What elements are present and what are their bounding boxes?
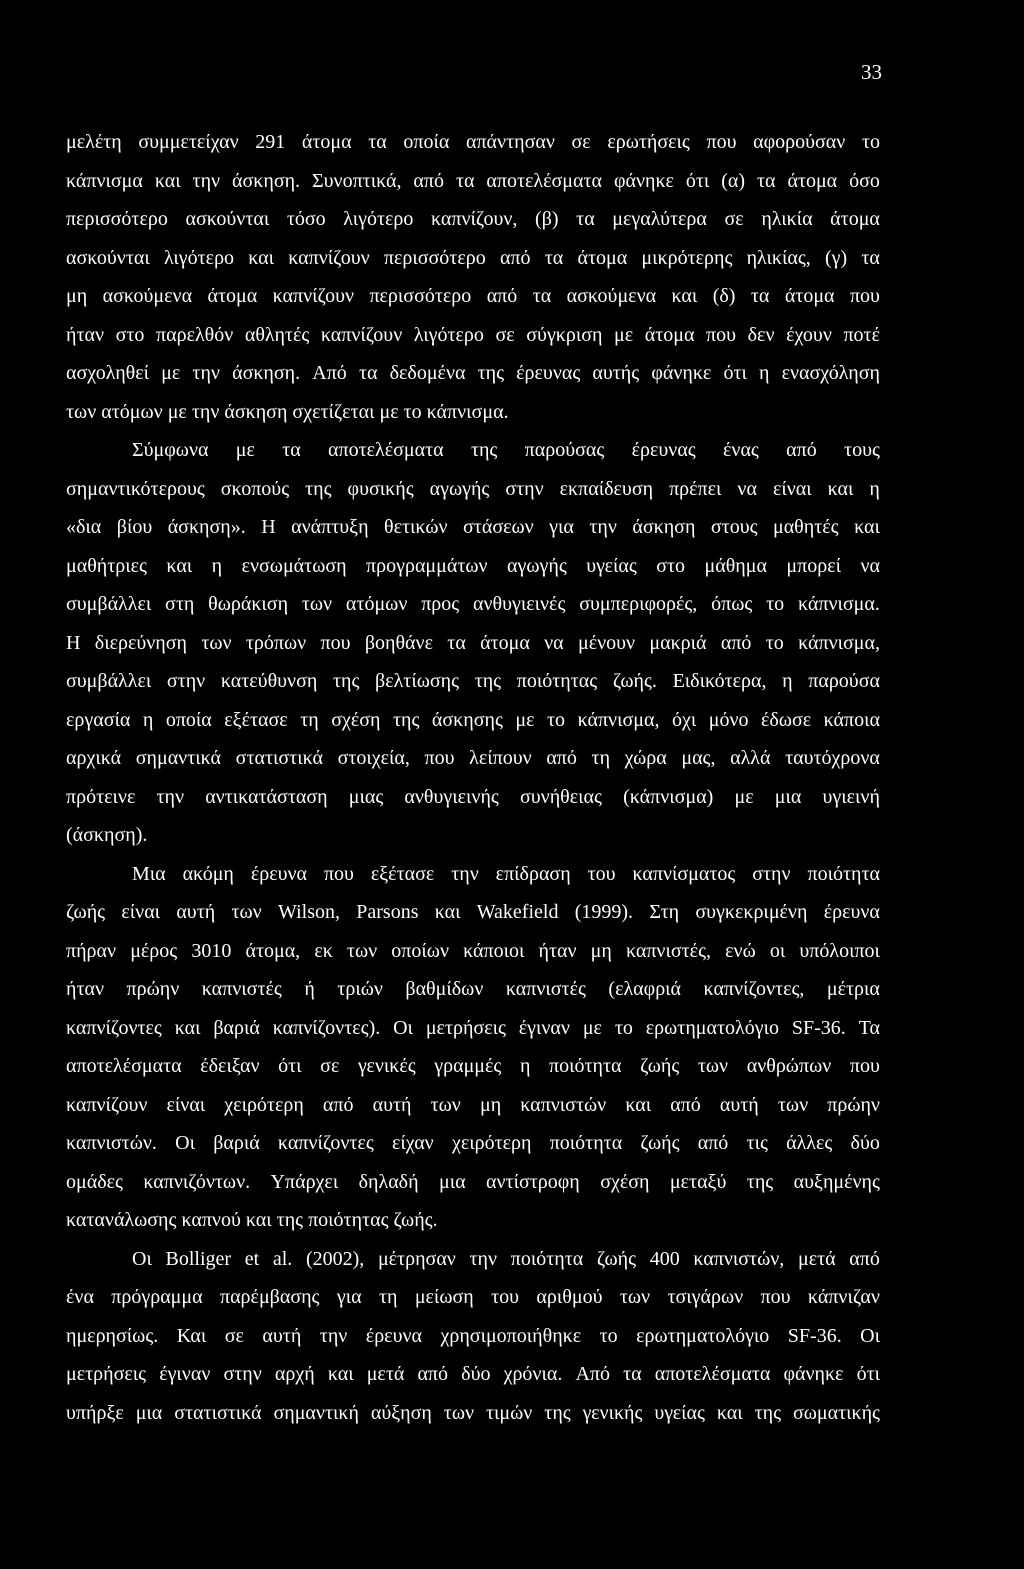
text-line: μαθήτριες και η ενσωμάτωση προγραμμάτων αγωγής υγείας στο μάθημα μπορεί να bbox=[66, 554, 880, 577]
text-line: συμβάλλει στην κατεύθυνση της βελτίωσης της ποιότητας ζωής. Ειδικότερα, η παρούσα bbox=[66, 670, 880, 692]
text-line: Η διερεύνηση των τρόπων που βοηθάνε τα άτομα να μένουν μακριά από το κάπνισμα, bbox=[66, 631, 880, 654]
text-line: κατανάλωσης καπνού και της ποιότητας ζωής. bbox=[66, 1209, 438, 1231]
text-line: «δια βίου άσκηση». Η ανάπτυξη θετικών στάσεων για την άσκηση στους μαθητές και bbox=[66, 516, 880, 538]
text-line: ασχοληθεί με την άσκηση. Από τα δεδομένα της έρευνας αυτής φάνηκε ότι η ενασχόληση bbox=[66, 362, 880, 384]
text-line: Σύμφωνα με τα αποτελέσματα της παρούσας έρευνας ένας από τους bbox=[132, 439, 880, 461]
text-line: των ατόμων με την άσκηση σχετίζεται με το κάπνισμα. bbox=[66, 400, 509, 423]
text-line: καπνίζουν είναι χειρότερη από αυτή των μη καπνιστών και από αυτή των πρώην bbox=[66, 1093, 880, 1116]
text-line: μετρήσεις έγιναν στην αρχή και μετά από δύο χρόνια. Από τα αποτελέσματα φάνηκε ότι bbox=[66, 1363, 880, 1385]
text-line: ένα πρόγραμμα παρέμβασης για τη μείωση του αριθμού των τσιγάρων που κάπνιζαν bbox=[66, 1286, 880, 1308]
text-line: (άσκηση). bbox=[66, 824, 148, 846]
text-line: ήταν στο παρελθόν αθλητές καπνίζουν λιγότερο σε σύγκριση με άτομα που δεν έχουν ποτέ bbox=[66, 323, 880, 346]
text-line: ημερησίως. Και σε αυτή την έρευνα χρησιμοποιήθηκε το ερωτηματολόγιο SF-36. Οι bbox=[66, 1324, 880, 1347]
text-line: αποτελέσματα έδειξαν ότι σε γενικές γραμμές η ποιότητα ζωής των ανθρώπων που bbox=[66, 1055, 880, 1077]
text-line: Οι Bolliger et al. (2002), μέτρησαν την ποιότητα ζωής 400 καπνιστών, μετά από bbox=[132, 1247, 880, 1270]
page-number: 33 bbox=[861, 60, 882, 84]
text-line: μελέτη συμμετείχαν 291 άτομα τα οποία απάντησαν σε ερωτήσεις που αφορούσαν το bbox=[66, 131, 880, 153]
text-line: μη ασκούμενα άτομα καπνίζουν περισσότερο από τα ασκούμενα και (δ) τα άτομα που bbox=[66, 285, 880, 307]
text-line: κάπνισμα και την άσκηση. Συνοπτικά, από τα αποτελέσματα φάνηκε ότι (α) τα άτομα όσο bbox=[66, 169, 880, 192]
text-line: υπήρξε μια στατιστικά σημαντική αύξηση των τιμών της γενικής υγείας και της σωματικής bbox=[66, 1401, 880, 1424]
text-line: ζωής είναι αυτή των Wilson, Parsons και Wakefield (1999). Στη συγκεκριμένη έρευνα bbox=[66, 901, 880, 923]
text-line: περισσότερο ασκούνται τόσο λιγότερο καπνίζουν, (β) τα μεγαλύτερα σε ηλικία άτομα bbox=[66, 208, 880, 230]
text-line: ομάδες καπνιζόντων. Υπάρχει δηλαδή μια αντίστροφη σχέση μεταξύ της αυξημένης bbox=[66, 1170, 880, 1193]
text-line: σημαντικότερους σκοπούς της φυσικής αγωγής στην εκπαίδευση πρέπει να είναι και η bbox=[66, 477, 880, 500]
text-line: ήταν πρώην καπνιστές ή τριών βαθμίδων καπνιστές (ελαφριά καπνίζοντες, μέτρια bbox=[66, 978, 880, 1000]
text-line: συμβάλλει στη θωράκιση των ατόμων προς ανθυγιεινές συμπεριφορές, όπως το κάπνισμα. bbox=[66, 593, 880, 615]
body-text bbox=[66, 124, 880, 1433]
text-line: αρχικά σημαντικά στατιστικά στοιχεία, που λείπουν από τη χώρα μας, αλλά ταυτόχρονα bbox=[66, 747, 880, 769]
text-line: πήραν μέρος 3010 άτομα, εκ των οποίων κάποιοι ήταν μη καπνιστές, ενώ οι υπόλοιποι bbox=[66, 939, 880, 962]
text-line: εργασία η οποία εξέτασε τη σχέση της άσκησης με το κάπνισμα, όχι μόνο έδωσε κάποια bbox=[66, 708, 880, 731]
text-line: Μια ακόμη έρευνα που εξέτασε την επίδραση του καπνίσματος στην ποιότητα bbox=[132, 862, 880, 885]
text-line: καπνιστών. Οι βαριά καπνίζοντες είχαν χειρότερη ποιότητα ζωής από τις άλλες δύο bbox=[66, 1132, 880, 1154]
text-line: πρότεινε την αντικατάσταση μιας ανθυγιεινής συνήθειας (κάπνισμα) με μια υγιεινή bbox=[66, 785, 880, 808]
text-line: ασκούνται λιγότερο και καπνίζουν περισσότερο από τα άτομα μικρότερης ηλικίας, (γ) τα bbox=[66, 246, 880, 269]
text-line: καπνίζοντες και βαριά καπνίζοντες). Οι μετρήσεις έγιναν με το ερωτηματολόγιο SF-36. Τα bbox=[66, 1016, 880, 1039]
